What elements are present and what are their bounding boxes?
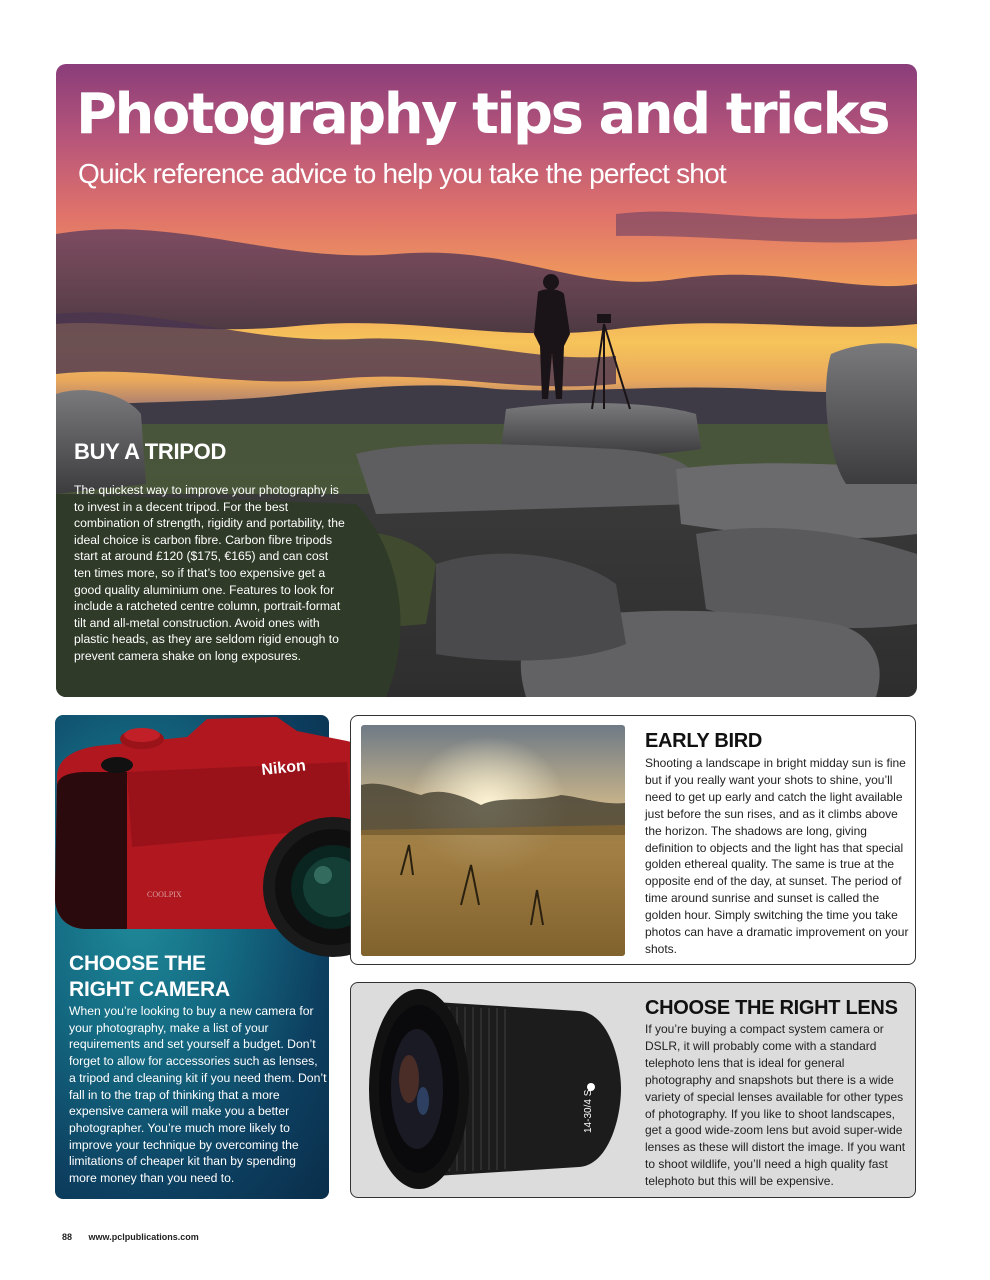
lens-barrel-text: 14-30/4 S bbox=[583, 1089, 594, 1133]
lens-body: If you’re buying a compact system camera or DSLR, it will probably come with a standard telephoto lens that is ideal for general photography and snapshots but there is a wide variety of special lenses available for other types of photography. If you like to shoot landscapes, get a good wide-zoom lens but avoid super-wide lenses as these will distort the image. If you want to shoot wildlife, you’ll need a high quality fast telephoto but this will be expensive. bbox=[645, 1022, 906, 1189]
camera-brand-text: Nikon bbox=[260, 757, 307, 779]
footer-url[interactable]: www.pclpublications.com bbox=[88, 1232, 199, 1242]
page-number: 88 bbox=[62, 1232, 73, 1242]
page-title: Photography tips and tricks bbox=[76, 82, 889, 147]
camera-model-text: COOLPIX bbox=[147, 890, 182, 899]
early-bird-heading: EARLY BIRD bbox=[645, 730, 763, 752]
tripod-heading: BUY A TRIPOD bbox=[74, 439, 227, 464]
tripod-body: The quickest way to improve your photography is to invest in a decent tripod. For the best combination of strength, rigidity and portability, the ideal choice is carbon fibre. Carbon fibre tripods start at around £120 ($175, €165) and can cost ten times more, so if that’s too expensive get a good quality aluminium one. Features to look for include a ratcheted centre column, portrait-format tilt and all-metal construction. Avoid ones with plastic heads, as they are seldom rigid enough to prevent camera shake on long exposures. bbox=[74, 483, 345, 663]
early-bird-photo bbox=[361, 725, 625, 956]
camera-heading-line1: CHOOSE THE bbox=[69, 952, 206, 975]
hero-section bbox=[56, 64, 917, 697]
lens-heading: CHOOSE THE RIGHT LENS bbox=[645, 997, 898, 1019]
camera-heading-line2: RIGHT CAMERA bbox=[69, 978, 230, 1001]
camera-heading bbox=[69, 951, 309, 1003]
camera-body: When you’re looking to buy a new camera for your photography, make a list of your requirements and set yourself a budget. Don’t forget to allow for accessories such as lenses, a tripod and cleaning kit if you need them. Don’t fall in to the trap of thinking that a more expensive camera will make you a better photographer. You’re much more likely to improve your technique by overcoming the limitations of cheaper kit than by spending more money than you need to. bbox=[69, 1004, 327, 1186]
early-bird-body: Shooting a landscape in bright midday sun is fine but if you really want your shots to shine, you’ll need to get up early and catch the light available just before the sun rises, and as it climbs above the horizon. The shadows are long, giving definition to objects and the light has that special golden ethereal quality. The same is true at the opposite end of the day, at sunset. The period of time around sunrise and sunset is called the golden hour. Simply switching the time you take photos can have a dramatic improvement on your shots. bbox=[645, 756, 909, 956]
lens-panel bbox=[350, 982, 916, 1198]
early-bird-panel bbox=[350, 715, 916, 965]
page-subtitle: Quick reference advice to help you take the perfect shot bbox=[78, 158, 726, 189]
lens-photo bbox=[359, 971, 621, 1207]
camera-panel bbox=[55, 715, 329, 1199]
page-footer bbox=[62, 1232, 199, 1242]
